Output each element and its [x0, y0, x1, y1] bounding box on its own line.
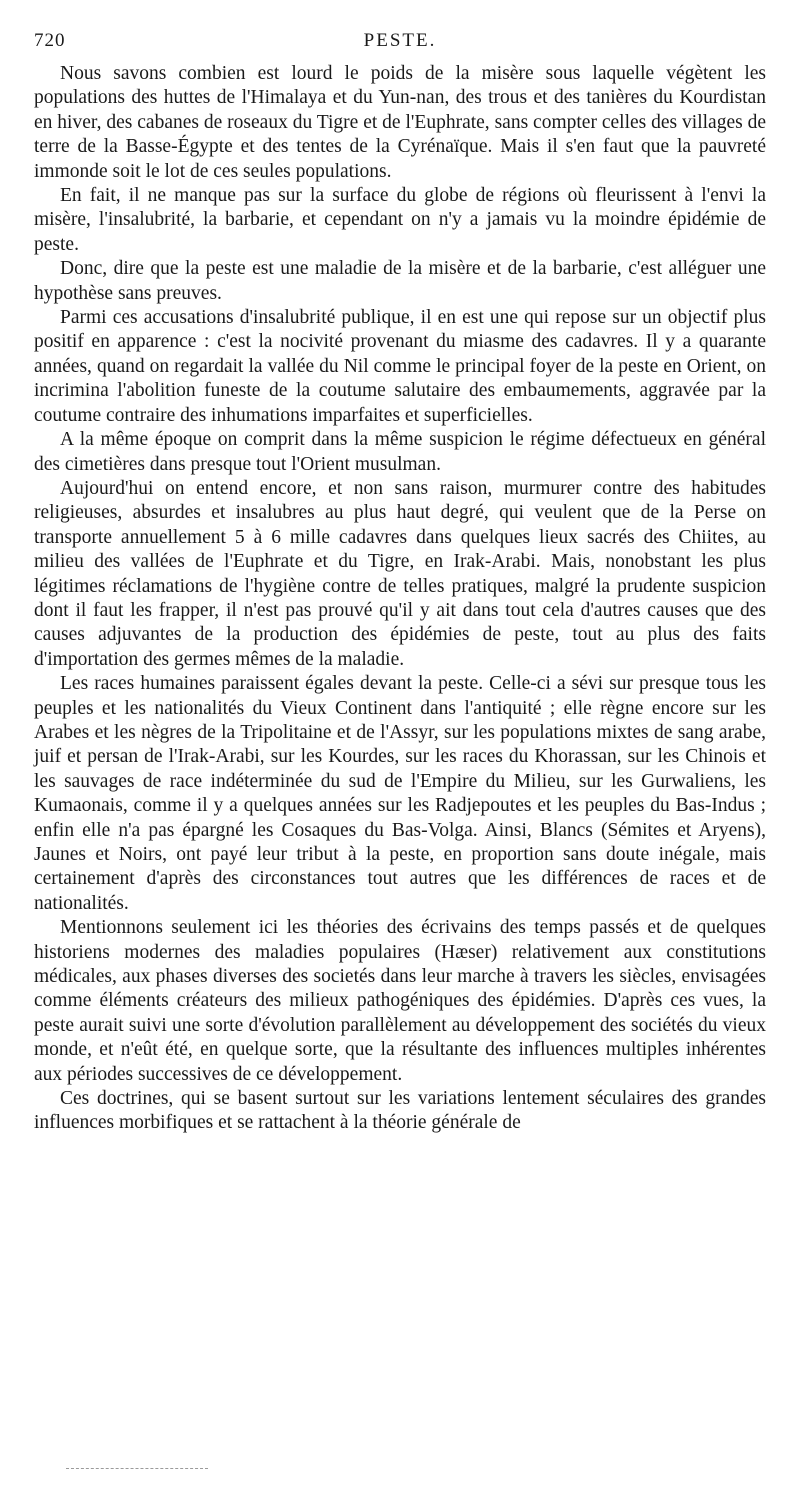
paragraph: Aujourd'hui on entend encore, et non sans raison, murmurer contre des habitudes religieuses, absurdes et insalubres au plus haut degré, qui veulent que de la Perse on transporte annuellement 5 à 6 mille cadavres dans quelques lieux sacrés des Chiites, au milieu des vallées de l'Euphrate et du Tigre, en Irak-Arabi. Mais, nonobstant les plus légitimes réclamations de l'hygiène contre de telles pratiques, malgré la prudente suspicion dont il faut les frapper, il n'est pas prouvé qu'il y ait dans tout cela d'autres causes que des causes adjuvantes de la production des épidémies de peste, tout au plus des faits d'importation des germes mêmes de la maladie. — [34, 477, 766, 670]
running-title: PESTE. — [363, 30, 437, 51]
paragraph: Parmi ces accusations d'insalubrité publique, il en est une qui repose sur un objectif plus positif en apparence : c'est la nocivité provenant du miasme des cadavres. Il y a quarante années, quand on regardait la vallée du Nil comme le principal foyer de la peste en Orient, on incrimina l'abolition funeste de la coutume salutaire des embaumements, aggravée par la coutume contraire des inhumations imparfaites et superficielles. — [34, 307, 766, 426]
paragraph: Ces doctrines, qui se basent surtout sur les variations lentement séculaires des grandes influences morbifiques et se rattachent à la théorie générale de — [34, 1088, 766, 1134]
paragraph: En fait, il ne manque pas sur la surface du globe de régions où fleurissent à l'envi la misère, l'insalubrité, la barbarie, et cependant on n'y a jamais vu la moindre épidémie de peste. — [34, 185, 766, 255]
paragraph: Nous savons combien est lourd le poids de la misère sous laquelle végètent les populations des huttes de l'Himalaya et du Yun-nan, des trous et des tanières du Kourdistan en hiver, des cabanes de roseaux du Tigre et de l'Euphrate, sans compter celles des villages de terre de la Basse-Égypte et des tentes de la Cyrénaïque. Mais il s'en faut que la pauvreté immonde soit le lot de ces seules populations. — [34, 63, 766, 182]
paragraph: Donc, dire que la peste est une maladie de la misère et de la barbarie, c'est alléguer une hypothèse sans preuves. — [34, 258, 766, 304]
footer-rule — [66, 1468, 208, 1469]
body-text — [34, 62, 766, 1136]
paragraph: Les races humaines paraissent égales devant la peste. Celle-ci a sévi sur presque tous les peuples et les nationalités du Vieux Continent dans l'antiquité ; elle règne encore sur les Arabes et les nègres de la Tripolitaine et de l'Assyr, sur les populations mixtes de sang arabe, juif et persan de l'Irak-Arabi, sur les Kourdes, sur les races du Khorassan, sur les Chinois et les sauvages de race indéterminée du sud de l'Empire du Milieu, sur les Gurwaliens, les Kumaonais, comme il y a quelques années sur les Radjepoutes et les peuples du Bas-Indus ; enfin elle n'a pas épargné les Cosaques du Bas-Volga. Ainsi, Blancs (Sémites et Aryens), Jaunes et Noirs, ont payé leur tribut à la peste, en proportion sans doute inégale, mais certainement d'après des circonstances tout autres que les différences de races et de nationalités. — [34, 673, 766, 914]
page-number: 720 — [34, 30, 66, 51]
paragraph: Mentionnons seulement ici les théories des écrivains des temps passés et de quelques historiens modernes des maladies populaires (Hæser) relativement aux constitutions médicales, aux phases diverses des societés dans leur marche à travers les siècles, envisagées comme éléments créateurs des milieux pathogéniques des épidémies. D'après ces vues, la peste aurait suivi une sorte d'évolution parallèlement au développement des sociétés du vieux monde, et n'eût été, en quelque sorte, que la résultante des influences multiples inhérentes aux périodes successives de ce développement. — [34, 917, 766, 1085]
page-header — [34, 30, 766, 56]
paragraph: A la même époque on comprit dans la même suspicion le régime défectueux en général des cimetières dans presque tout l'Orient musulman. — [34, 429, 766, 475]
